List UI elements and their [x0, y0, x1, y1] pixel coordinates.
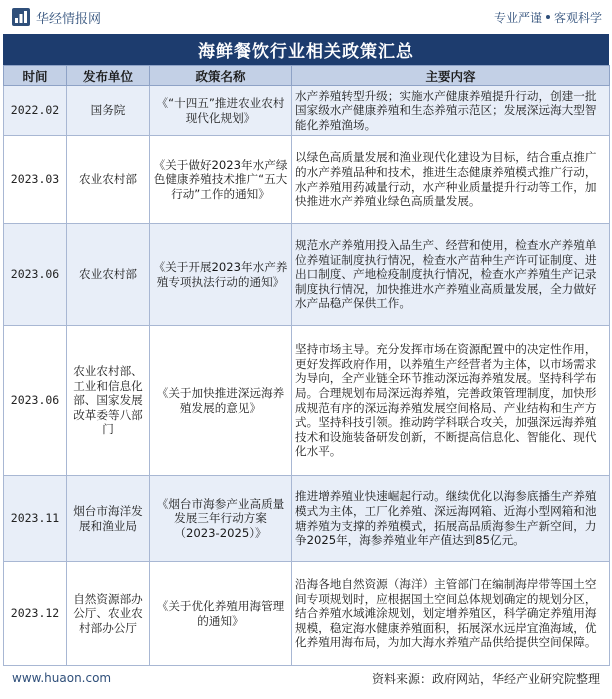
- cell-unit: 自然资源部办公厅、农业农村部办公厅: [67, 562, 150, 666]
- table-row: [4, 326, 610, 476]
- cell-unit: 农业农村部: [67, 224, 150, 326]
- cell-policy-name: 《关于加快推进深远海养殖发展的意见》: [150, 326, 292, 476]
- cell-content: 沿海各地自然资源（海洋）主管部门在编制海岸带等国土空间专项规划时，应根据国土空间总体规划确定的规划分区，结合养殖水域滩涂规划，划定增养殖区，科学确定养殖用海规模，稳定海水健康养殖面积，拓展深水远岸宜渔海域，优化养殖用海布局，为加大海水养殖产品供给提供空间保障。: [292, 562, 610, 666]
- cell-unit: 农业农村部: [67, 136, 150, 224]
- policy-table: [3, 65, 610, 666]
- cell-policy-name: 《关于做好2023年水产绿色健康养殖技术推广“五大行动”工作的通知》: [150, 136, 292, 224]
- footer-website: www.huaon.com: [12, 671, 112, 685]
- cell-unit: 农业农村部、工业和信息化部、国家发展改革委等八部门: [67, 326, 150, 476]
- cell-policy-name: 《“十四五”推进农业农村现代化规划》: [150, 86, 292, 136]
- column-header-content: 主要内容: [292, 66, 610, 86]
- column-header-policy-name: 政策名称: [150, 66, 292, 86]
- cell-policy-name: 《关于优化养殖用海管理的通知》: [150, 562, 292, 666]
- table-title: 海鲜餐饮行业相关政策汇总: [3, 34, 609, 65]
- table-row: [4, 476, 610, 562]
- slogan-right: 客观科学: [553, 10, 602, 25]
- cell-content: 以绿色高质量发展和渔业现代化建设为目标，结合重点推广的水产养殖品种和技术，推进生态健康养殖模式推广行动，水产养殖用药减量行动，水产种业质量提升行动等工作，加快推进水产养殖业绿色高质量发展。: [292, 136, 610, 224]
- top-bar: [0, 0, 612, 34]
- cell-unit: 国务院: [67, 86, 150, 136]
- cell-date: 2023.12: [4, 562, 67, 666]
- cell-content: 坚持市场主导。充分发挥市场在资源配置中的决定性作用，更好发挥政府作用，以养殖生产经营者为主体，以市场需求为导向，全产业链全环节推动深远海养殖发展。坚持科学布局。合理规划布局深远海养殖，完善政策管理制度，加快形成规范有序的深远海养殖发展空间格局、产业结构和生产方式。坚持科技引领。推动跨学科联合攻关，加强深远海养殖技术和设施装备研发创新，不断提高信息化、智能化、现代化水平。: [292, 326, 610, 476]
- huajing-logo-icon: [12, 8, 30, 26]
- cell-policy-name: 《烟台市海参产业高质量发展三年行动方案（2023-2025）》: [150, 476, 292, 562]
- cell-unit: 烟台市海洋发展和渔业局: [67, 476, 150, 562]
- cell-date: 2023.06: [4, 224, 67, 326]
- footer-source: 资料来源：政府网站，华经产业研究院整理: [371, 671, 600, 686]
- table-row: [4, 136, 610, 224]
- cell-content: 推进增养殖业快速崛起行动。继续优化以海参底播生产养殖模式为主体，工厂化养殖、深远海网箱、近海小型网箱和池塘养殖为支撑的养殖模式，拓展高品质海参生产新空间，力争2025年，海参养殖业年产值达到85亿元。: [292, 476, 610, 562]
- slogan-left: 专业严谨: [493, 10, 542, 25]
- column-header-unit: 发布单位: [67, 66, 150, 86]
- table-header-row: [4, 66, 610, 86]
- column-header-date: 时间: [4, 66, 67, 86]
- cell-date: 2022.02: [4, 86, 67, 136]
- cell-policy-name: 《关于开展2023年水产养殖专项执法行动的通知》: [150, 224, 292, 326]
- table-row: [4, 562, 610, 666]
- bullet-dot-icon: [546, 15, 550, 19]
- cell-content: 规范水产养殖用投入品生产、经营和使用，检查水产养殖单位养殖证制度执行情况，检查水产苗种生产许可证制度、进出口制度、产地检疫制度执行情况，检查水产养殖生产记录制度执行情况，加快推进水产养殖业高质量发展，全力做好水产品稳产保供工作。: [292, 224, 610, 326]
- brand: [12, 8, 101, 27]
- table-row: [4, 224, 610, 326]
- cell-content: 水产养殖转型升级；实施水产健康养殖提升行动，创建一批国家级水产健康养殖和生态养殖示范区；发展深远海大型智能化养殖渔场。: [292, 86, 610, 136]
- cell-date: 2023.06: [4, 326, 67, 476]
- cell-date: 2023.03: [4, 136, 67, 224]
- brand-name: 华经情报网: [36, 11, 102, 27]
- table-row: [4, 86, 610, 136]
- footer: [0, 667, 612, 689]
- slogan: [494, 9, 602, 26]
- cell-date: 2023.11: [4, 476, 67, 562]
